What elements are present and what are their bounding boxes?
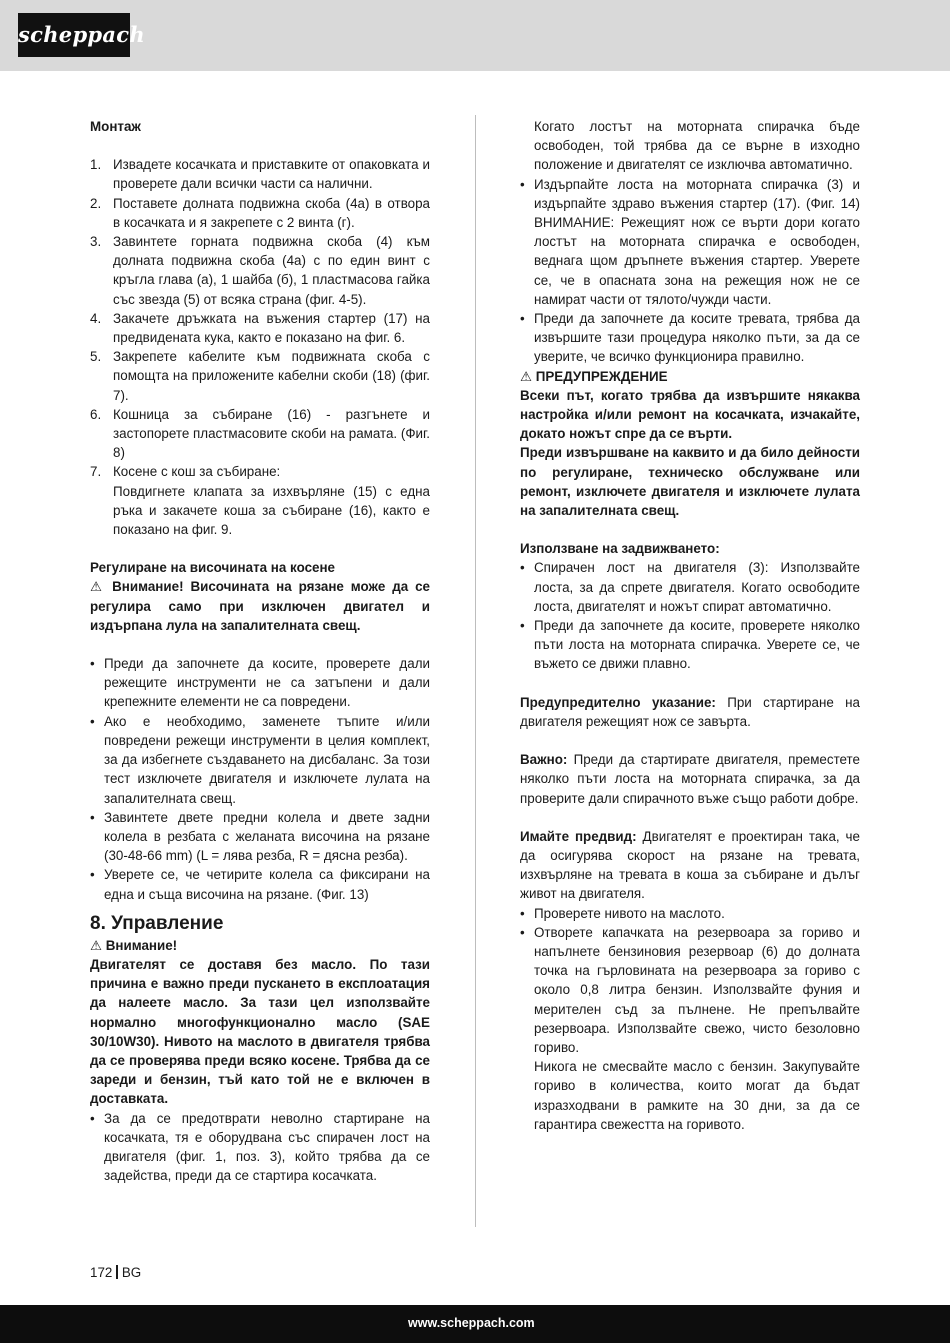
list-item: • Отворете капачката на резервоара за гориво и напълнете бензиновия резервоар (6) до долната точка на гърловината на резервоара за гориво с около 0,8 литра бензин. Използвайте фуния и мерителен съд за пълнене. Не препълвайте резервоара. Използвайте свежо, чисто безоловно гориво. — [520, 924, 860, 1055]
step7-detail: Повдигнете клапата за изхвърляне (15) с една ръка и закачете коша за събиране (16), както е показано на фиг. 9. — [113, 483, 430, 538]
list-item: • Издърпайте лоста на моторната спирачка (3) и издърпайте здраво въжения стартер (17). (Фиг. 14) ВНИМАНИЕ: Режещият нож се върти дори когато лостът на моторната спирачка е освободен, веднага щом дръпнете въжения стартер. Уверете се, че в опасната зона на режещия нож не се намират части от тялото/чужди части. — [520, 176, 860, 307]
assembly-steps — [90, 155, 430, 539]
fuel-note: Никога не смесвайте масло с бензин. Закупувайте гориво в количества, които могат да бъдат изразходвани в рамките на 30 дни, за да се гарантира свежестта на горивото. — [534, 1059, 860, 1132]
drive-bullets — [520, 558, 860, 673]
operation-bullets — [90, 1109, 430, 1186]
list-item: 1. Извадете косачката и приставките от опаковката и проверете дали всички части са налични. — [90, 157, 430, 192]
list-item: 6. Кошница за събиране (16) - разгънете и застопорете пластмасовите скоби на рамата. (Фиг. 8) — [90, 406, 430, 461]
left-column — [90, 117, 430, 1185]
caution-paragraph: Предупредително указание: При стартиране на двигателя режещият нож се завърта. — [520, 694, 860, 729]
warning-text-2: Преди извършване на каквито и да било дейности по регулиране, техническо обслужване или ремонт, изключете двигателя и изключете лулата на запалителната свещ. — [520, 445, 860, 519]
top-bullets — [520, 175, 860, 367]
list-item: • Преди да започнете да косите тревата, трябва да извършите тази процедура няколко пъти, за да се уверите, че всичко функционира правилно. — [520, 311, 860, 365]
right-column — [520, 117, 860, 1134]
page-header — [0, 0, 950, 71]
height-warning: ⚠ Внимание! Височината на рязане може да се регулира само при изключен двигател и издърпана лула на запалителната свещ. — [90, 579, 430, 633]
height-title: Регулиране на височината на косене — [90, 560, 336, 576]
drive-title: Използване на задвижването: — [520, 541, 720, 557]
list-item: 3. Завинтете горната подвижна скоба (4) към долната подвижна скоба (4а) с по един винт с кръгла глава (а), 1 шайба (б), 1 пластмасова гайка със звезда (5) от всяка страна (фиг. 4-5). — [90, 234, 430, 307]
height-bullets — [90, 654, 430, 904]
page-footer — [0, 1305, 950, 1343]
list-item: • Завинтете двете предни колела и двете задни колела в резбата с желаната височина на рязане (30-48-66 mm) (L = лява резба, R = дясна резба). — [90, 809, 430, 864]
column-divider — [475, 115, 476, 1227]
warning-icon: ⚠ — [90, 937, 106, 953]
warning-text-1: Всеки път, когато трябва да извършите някаква настройка и/или ремонт на косачката, изчакайте, докато ножът спре да се върти. — [520, 387, 860, 442]
list-item: • Преди да започнете да косите, проверете няколко пъти лоста на моторната спирачка. Уверете се, че въжето се движи плавно. — [520, 618, 860, 672]
list-item: • Спирачен лост на двигателя (3): Използвайте лоста, за да спрете двигателя. Когато освободите лоста, двигателят и ножът спират автоматично. — [520, 560, 860, 614]
continuation-text: Когато лостът на моторната спирачка бъде освободен, той трябва да се върне в изходно положение и двигателят се изключва автоматично. — [534, 119, 860, 173]
fuel-bullets — [520, 904, 860, 1058]
brand-logo: scheppach — [18, 13, 130, 57]
warning-title: ⚠ ПРЕДУПРЕЖДЕНИЕ — [520, 368, 668, 384]
assembly-title: Монтаж — [90, 119, 141, 134]
list-item: • Уверете се, че четирите колела са фиксирани на една и съща височина на рязане. (Фиг. 13) — [90, 867, 430, 902]
list-item: • За да се предотврати неволно стартиране на косачката, тя е оборудвана със спирачен лост на двигателя (фиг. 1, поз. 3), който трябва да се задейства, преди да се стартира косачката. — [90, 1110, 430, 1184]
page-number: 172 BG — [90, 1265, 142, 1280]
list-item: 2. Поставете долната подвижна скоба (4а) в отвора в косачката и я закрепете с 2 винта (г). — [90, 195, 430, 230]
note-paragraph: Имайте предвид: Двигателят е проектиран така, че да осигурява скорост на рязане на тревата, изхвърляне на тревата в коша за събиране и дълъг живот на двигателя. — [520, 828, 860, 902]
website-link[interactable]: www.scheppach.com — [408, 1316, 535, 1330]
section-title: 8. Управление — [90, 912, 224, 934]
warning-icon: ⚠ — [90, 579, 113, 595]
list-item: 7. Косене с кош за събиране: Повдигнете клапата за изхвърляне (15) с една ръка и закачете коша за събиране (16), както е показано на фиг. 9. — [90, 464, 430, 538]
list-item: • Ако е необходимо, заменете тъпите и/или повредени режещи инструменти в целия комплект, за да избегнете създаването на дисбаланс. За този тест изключете двигателя и изключете лулата на запалителната свещ. — [90, 713, 430, 806]
list-item: 4. Закачете дръжката на въжения стартер (17) на предвидената кука, както е показано на фиг. 6. — [90, 310, 430, 346]
list-item: • Преди да започнете да косите, проверете дали режещите инструменти не са затъпени и дали крепежните елементи не са повредени. — [90, 656, 430, 710]
list-item: • Проверете нивото на маслото. — [520, 905, 725, 921]
important-paragraph: Важно: Преди да стартирате двигателя, преместете няколко пъти лоста на моторната спирачка, за да проверите дали спирачното въже също работи добре. — [520, 752, 860, 806]
list-item: 5. Закрепете кабелите към подвижната скоба с помощта на приложените кабелни скоби (18) (фиг. 7). — [90, 349, 430, 403]
operation-bold-text: Двигателят се доставя без масло. По тази причина е важно преди пускането в експлоатация да налеете масло. За тази цел използвайте нормално многофункционално масло (SAE 30/10W30). Нивото на маслото в двигателя трябва да се проверява преди всяко косене. Трябва да се зареди и бензин, тъй като той не е включен в доставката. — [90, 956, 430, 1107]
operation-attention: ⚠ Внимание! — [90, 937, 178, 953]
warning-icon: ⚠ — [520, 368, 536, 384]
